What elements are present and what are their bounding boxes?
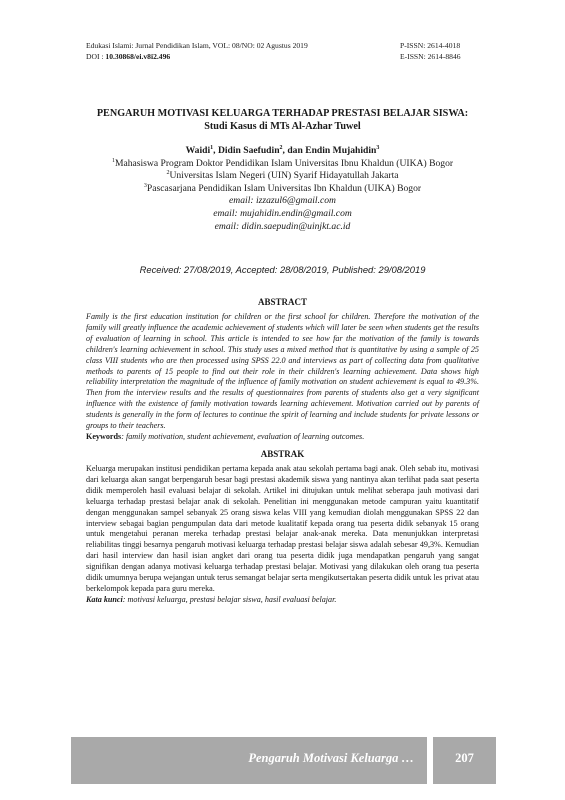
author-3-sup: 3 bbox=[376, 145, 380, 151]
abstract-body: Family is the first education institution for children or the first school for children. Therefore the motivation of the family will greatly influence the academic achievement of students which will later be seen when students get the results of evaluation of learning in school. This article is intended to see how far the motivation of the family is towards children's learning achievement in school. This study uses a mixed method that is quantitative by using a sample of 25 class VIII students who are then processed using SPSS 22.0 and interviews as part of collecting data from qualitative methods to parents of 15 people to find out their role in their children's learning achievement. Data shows high reliability interpretation the magnitude of the influence of family motivation on student achievement is equal to 49.3%. Then from the interview results and the results of questionnaires from parents of students also get a very significant influence with the existence of family motivation towards learning achievement. Motivation carried out by parents of students is generally in the form of lectures to continue the spirit of learning and include students for private lessons or groups to their teachers. bbox=[86, 312, 479, 431]
kata-kunci-line bbox=[86, 595, 479, 606]
journal-name: Edukasi Islami: Jurnal Pendidikan Islam, VOL: 08/NO: 02 Agustus 2019 bbox=[86, 41, 308, 50]
keywords-line bbox=[86, 432, 479, 443]
issn-block bbox=[400, 40, 500, 62]
abstrak-indonesian bbox=[86, 464, 479, 606]
keywords-text: : family motivation, student achievement, evaluation of learning outcomes. bbox=[121, 431, 365, 441]
title-line-2: Studi Kasus di MTs Al-Azhar Tuwel bbox=[204, 121, 361, 132]
abstrak-body: Keluarga merupakan institusi pendidikan pertama kepada anak atau sekolah pertama bagi anak. Oleh sebab itu, motivasi dari keluarga akan sangat berpengaruh besar bagi prestasi akademik siswa yang nantinya akan terlihat pada saat peserta didik memperoleh hasil evaluasi belajar di sekolah. Artikel ini ditujukan untuk melihat seberapa jauh motivasi dari keluarga terhadap prestasi belajar anak di sekolah. Penelitian ini menggunakan metode campuran yaitu kuantitatif dengan menggunakan sampel sebanyak 25 orang siswa kelas VIII yang kemudian diolah menggunakan SPSS 22 dan interview sebagai bagian pengumpulan data dari metode kualitatif kepada orang tua peserta didik sebanyak 15 orang untuk mengetahui peranan mereka terhadap prestasi belajar anak-anak mereka. Data menunjukkan interpretasi reliabilitas tinggi besarnya pengaruh motivasi keluarga terhadap prestasi belajar siswa adalah sebesar 49,3%. Kemudian dari hasil interview dan hasil isian angket dari orang tua peserta didik juga mendapatkan pengaruh yang sangat signifikan dengan adanya motivasi keluarga terhadap prestasi belajar. Motivasi yang dilakukan oleh orang tua peserta didik umumnya berupa wejangan untuk terus semangat belajar serta mengikutsertakan peserta didik untuk les privat atau berkelompok kepada para guru mereka. bbox=[86, 464, 479, 593]
keywords-label: Keywords bbox=[86, 431, 122, 441]
author-3: , dan Endin Mujahidin bbox=[282, 145, 377, 156]
kata-kunci-label: Kata kunci bbox=[86, 594, 123, 604]
pissn: P-ISSN: 2614-4018 bbox=[400, 41, 461, 50]
email-3[interactable]: email: didin.saepudin@uinjkt.ac.id bbox=[214, 220, 351, 232]
page-number: 207 bbox=[455, 751, 474, 765]
kata-kunci-text: : motivasi keluarga, prestasi belajar siswa, hasil evaluasi belajar. bbox=[122, 594, 337, 604]
doi-label: DOI : bbox=[86, 52, 106, 61]
journal-header bbox=[86, 40, 386, 62]
author-names bbox=[60, 145, 505, 158]
affiliation-2: $^2$Universitas Islam Negeri (UIN) Syarif Hidayatullah Jakarta bbox=[166, 170, 399, 182]
author-2: , Didin Saefudin bbox=[213, 145, 280, 156]
doi-line bbox=[86, 51, 386, 62]
abstract-english bbox=[86, 312, 479, 443]
affiliation-3: $^3$Pascasarjana Pendidikan Islam Universitas Ibn Khaldun (UIKA) Bogor bbox=[143, 182, 422, 194]
author-2-sup: 2 bbox=[279, 145, 283, 151]
author-block bbox=[60, 145, 505, 233]
author-1: Waidi bbox=[185, 145, 211, 156]
author-1-sup: 1 bbox=[210, 145, 214, 151]
page-footer bbox=[71, 737, 496, 784]
email-2[interactable]: email: mujahidin.endin@gmail.com bbox=[213, 207, 352, 219]
running-title: Pengaruh Motivasi Keluarga … bbox=[248, 751, 414, 765]
doi-value[interactable]: 10.30868/ei.v8i2.496 bbox=[105, 52, 171, 61]
abstract-heading: ABSTRACT bbox=[257, 297, 307, 307]
affiliation-1: $^1$Mahasiswa Program Doktor Pendidikan Islam Universitas Ibnu Khaldun (UIKA) Bogor bbox=[111, 157, 454, 169]
eissn: E-ISSN: 2614-8846 bbox=[400, 52, 461, 61]
title-line-1: PENGARUH MOTIVASI KELUARGA TERHADAP PRESTASI BELAJAR SISWA: bbox=[96, 108, 469, 119]
article-title bbox=[60, 107, 505, 133]
publication-dates: Received: 27/08/2019, Accepted: 28/08/2019, Published: 29/08/2019 bbox=[139, 264, 426, 275]
abstrak-heading: ABSTRAK bbox=[260, 449, 305, 459]
email-1[interactable]: email: izzazul6@gmail.com bbox=[229, 195, 336, 207]
